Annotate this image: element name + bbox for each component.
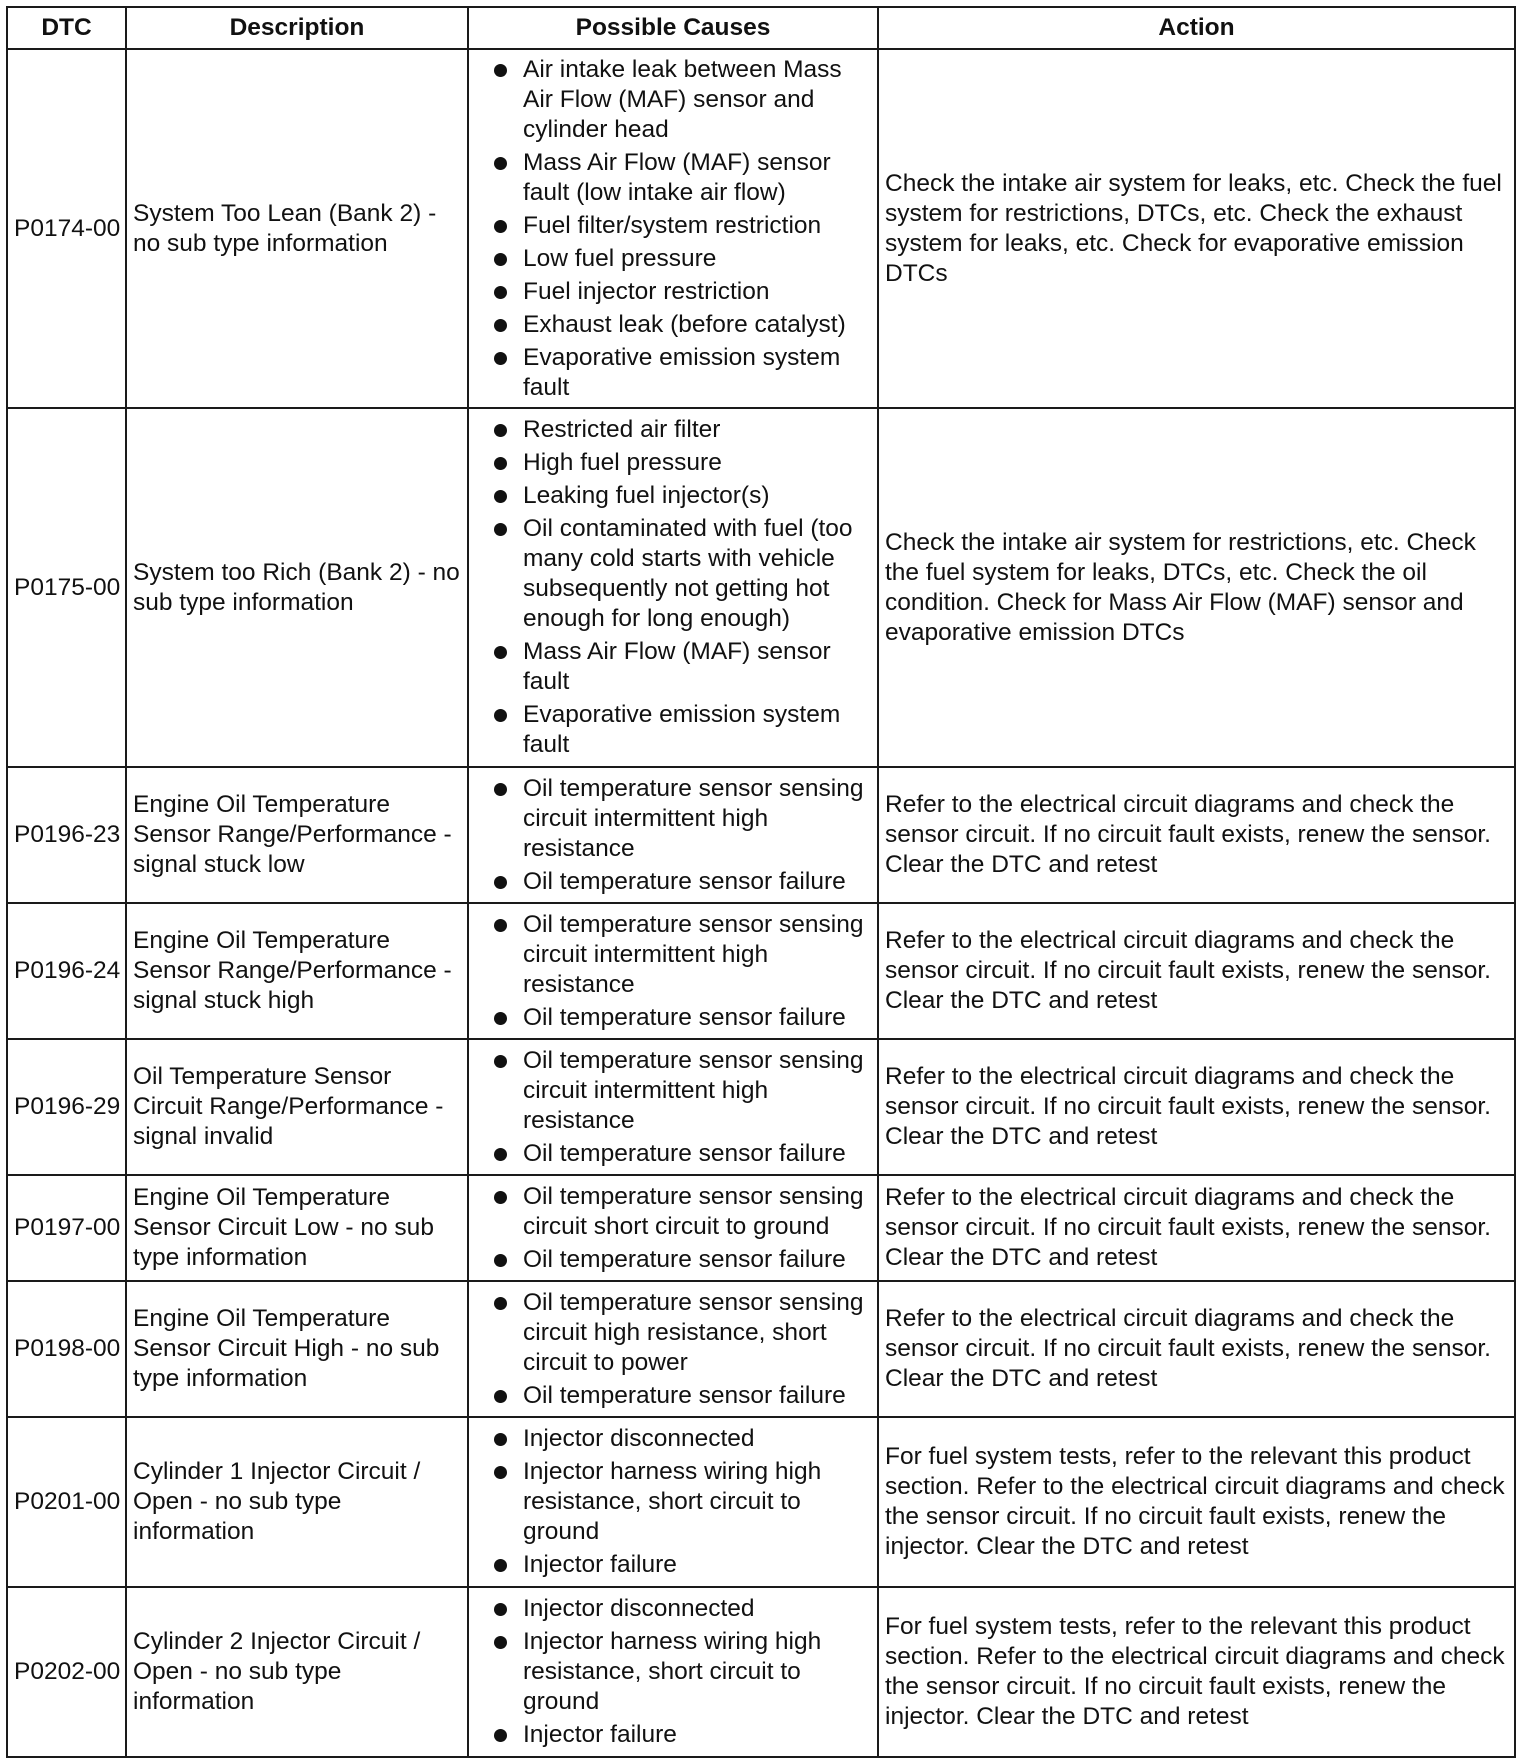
cause-text: Fuel filter/system restriction [523,211,822,239]
cause-text: Oil temperature sensor failure [523,1245,846,1273]
cause-text: Oil temperature sensor failure [523,867,846,895]
bullet-icon [494,352,507,365]
cause-text: High fuel pressure [523,449,722,476]
bullet-icon [494,646,507,659]
cause-text: Oil temperature sensor sensing circuit high resistance, short circuit to power [523,1288,864,1376]
cause-text: Injector harness wiring high resistance, short circuit to ground [523,1458,822,1545]
cause-item [469,1288,873,1378]
header-dtc: DTC [7,7,126,49]
table-row [7,1175,1515,1281]
bullet-icon [494,1636,507,1649]
bullet-icon [494,1559,507,1572]
dtc-action: For fuel system tests, refer to the relevant this product section. Refer to the electrical circuit diagrams and check the sensor circuit. If no circuit fault exists, renew the injector. Clear the DTC and retest [878,1417,1515,1587]
dtc-description: System Too Lean (Bank 2) - no sub type information [126,49,468,408]
possible-causes-cell [468,49,878,408]
possible-causes-cell [468,408,878,767]
possible-causes-cell [468,1281,878,1417]
bullet-icon [494,1191,507,1204]
cause-list [469,1182,873,1275]
possible-causes-cell [468,1587,878,1757]
cause-text: Mass Air Flow (MAF) sensor fault (low intake air flow) [523,148,831,206]
bullet-icon [494,1055,507,1068]
cause-item [469,1457,873,1547]
dtc-description: Engine Oil Temperature Sensor Range/Performance - signal stuck low [126,767,468,903]
cause-item [469,637,873,697]
cause-text: Injector disconnected [523,1425,755,1452]
table-header-row [7,7,1515,49]
dtc-action: Check the intake air system for restrictions, etc. Check the fuel system for leaks, DTCs, etc. Check the oil condition. Check for Mass Air Flow (MAF) sensor and evaporative emission DTCs [878,408,1515,767]
dtc-description: System too Rich (Bank 2) - no sub type information [126,408,468,767]
cause-item [469,700,873,760]
possible-causes-cell [468,1175,878,1281]
table-row [7,1039,1515,1175]
dtc-description: Engine Oil Temperature Sensor Range/Performance - signal stuck high [126,903,468,1039]
cause-text: Injector harness wiring high resistance, short circuit to ground [523,1628,822,1715]
cause-text: Leaking fuel injector(s) [523,482,770,509]
dtc-code: P0175-00 [7,408,126,767]
cause-item [469,1003,873,1033]
cause-item [469,481,873,511]
cause-item [469,277,873,307]
cause-list [469,55,873,403]
cause-list [469,415,873,760]
table-row [7,408,1515,767]
cause-list [469,1594,873,1750]
bullet-icon [494,319,507,332]
cause-text: Oil temperature sensor sensing circuit intermittent high resistance [523,774,864,862]
cause-item [469,343,873,403]
dtc-action: Refer to the electrical circuit diagrams and check the sensor circuit. If no circuit fault exists, renew the sensor. Clear the DTC and retest [878,1281,1515,1417]
dtc-description: Engine Oil Temperature Sensor Circuit Low - no sub type information [126,1175,468,1281]
cause-item [469,774,873,864]
cause-text: Exhaust leak (before catalyst) [523,310,846,338]
bullet-icon [494,424,507,437]
cause-text: Restricted air filter [523,416,721,443]
dtc-description: Engine Oil Temperature Sensor Circuit High - no sub type information [126,1281,468,1417]
dtc-code: P0196-24 [7,903,126,1039]
cause-item [469,148,873,208]
cause-item [469,1139,873,1169]
bullet-icon [494,709,507,722]
dtc-code: P0202-00 [7,1587,126,1757]
cause-text: Oil temperature sensor sensing circuit short circuit to ground [523,1182,864,1240]
dtc-action: Check the intake air system for leaks, etc. Check the fuel system for restrictions, DTCs, etc. Check the exhaust system for leaks, etc. Check for evaporative emission DTCs [878,49,1515,408]
table-row [7,1587,1515,1757]
cause-item [469,867,873,897]
header-action: Action [878,7,1515,49]
bullet-icon [494,523,507,536]
cause-item [469,1381,873,1411]
cause-text: Evaporative emission system fault [523,701,841,758]
cause-text: Oil contaminated with fuel (too many cold starts with vehicle subsequently not getting hot enough for long enough) [523,515,853,632]
bullet-icon [494,1729,507,1742]
cause-item [469,244,873,274]
cause-text: Injector failure [523,1721,677,1748]
cause-item [469,1424,873,1454]
dtc-action: Refer to the electrical circuit diagrams and check the sensor circuit. If no circuit fault exists, renew the sensor. Clear the DTC and retest [878,767,1515,903]
dtc-table [6,6,1516,1758]
dtc-action: Refer to the electrical circuit diagrams and check the sensor circuit. If no circuit fault exists, renew the sensor. Clear the DTC and retest [878,903,1515,1039]
bullet-icon [494,1433,507,1446]
bullet-icon [494,919,507,932]
bullet-icon [494,157,507,170]
cause-text: Injector disconnected [523,1595,755,1622]
cause-text: Oil temperature sensor failure [523,1003,846,1031]
cause-item [469,1046,873,1136]
bullet-icon [494,1390,507,1403]
bullet-icon [494,64,507,77]
cause-text: Evaporative emission system fault [523,343,841,401]
cause-text: Oil temperature sensor sensing circuit intermittent high resistance [523,1046,864,1134]
bullet-icon [494,457,507,470]
cause-text: Oil temperature sensor failure [523,1381,846,1409]
bullet-icon [494,876,507,889]
cause-item [469,55,873,145]
dtc-description: Oil Temperature Sensor Circuit Range/Performance - signal invalid [126,1039,468,1175]
cause-list [469,910,873,1033]
bullet-icon [494,490,507,503]
dtc-code: P0198-00 [7,1281,126,1417]
bullet-icon [494,220,507,233]
cause-text: Injector failure [523,1551,677,1578]
cause-list [469,1046,873,1169]
table-row [7,903,1515,1039]
possible-causes-cell [468,767,878,903]
dtc-code: P0201-00 [7,1417,126,1587]
dtc-code: P0197-00 [7,1175,126,1281]
dtc-code: P0196-29 [7,1039,126,1175]
dtc-action: Refer to the electrical circuit diagrams and check the sensor circuit. If no circuit fault exists, renew the sensor. Clear the DTC and retest [878,1039,1515,1175]
cause-list [469,1424,873,1580]
cause-item [469,1720,873,1750]
dtc-description: Cylinder 2 Injector Circuit / Open - no sub type information [126,1587,468,1757]
cause-item [469,910,873,1000]
dtc-action: For fuel system tests, refer to the relevant this product section. Refer to the electrical circuit diagrams and check the sensor circuit. If no circuit fault exists, renew the injector. Clear the DTC and retest [878,1587,1515,1757]
cause-text: Mass Air Flow (MAF) sensor fault [523,638,831,695]
bullet-icon [494,1603,507,1616]
bullet-icon [494,1466,507,1479]
bullet-icon [494,1297,507,1310]
bullet-icon [494,783,507,796]
cause-item [469,514,873,634]
cause-text: Oil temperature sensor failure [523,1139,846,1167]
possible-causes-cell [468,1417,878,1587]
cause-text: Air intake leak between Mass Air Flow (MAF) sensor and cylinder head [523,55,842,143]
cause-item [469,1594,873,1624]
bullet-icon [494,286,507,299]
table-row [7,1281,1515,1417]
dtc-description: Cylinder 1 Injector Circuit / Open - no sub type information [126,1417,468,1587]
cause-item [469,415,873,445]
bullet-icon [494,253,507,266]
cause-text: Oil temperature sensor sensing circuit intermittent high resistance [523,910,864,998]
cause-text: Low fuel pressure [523,244,717,272]
header-description: Description [126,7,468,49]
dtc-code: P0174-00 [7,49,126,408]
cause-item [469,1245,873,1275]
cause-item [469,1627,873,1717]
possible-causes-cell [468,1039,878,1175]
table-row [7,767,1515,903]
cause-item [469,448,873,478]
bullet-icon [494,1254,507,1267]
cause-item [469,310,873,340]
table-row [7,49,1515,408]
cause-item [469,1550,873,1580]
bullet-icon [494,1012,507,1025]
dtc-action: Refer to the electrical circuit diagrams and check the sensor circuit. If no circuit fault exists, renew the sensor. Clear the DTC and retest [878,1175,1515,1281]
dtc-code: P0196-23 [7,767,126,903]
cause-list [469,1288,873,1411]
cause-item [469,211,873,241]
cause-text: Fuel injector restriction [523,277,770,305]
header-possible-causes: Possible Causes [468,7,878,49]
cause-list [469,774,873,897]
table-row [7,1417,1515,1587]
possible-causes-cell [468,903,878,1039]
table-body [7,49,1515,1757]
bullet-icon [494,1148,507,1161]
cause-item [469,1182,873,1242]
